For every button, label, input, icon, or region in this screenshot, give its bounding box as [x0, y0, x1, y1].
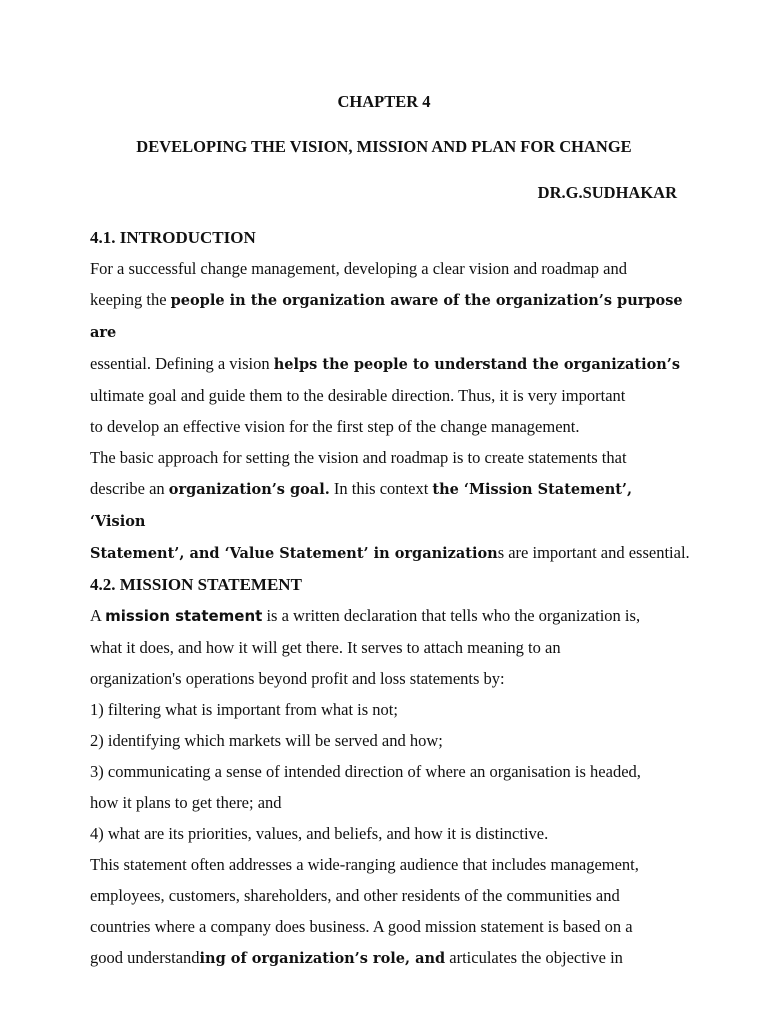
- text-run: describe an: [90, 479, 169, 498]
- paragraph-line: employees, customers, shareholders, and other residents of the communities and: [90, 886, 620, 905]
- document-body: [90, 222, 690, 974]
- bold-text-run: Statement’, and ‘Value Statement’ in organization: [90, 545, 498, 562]
- bold-text-run: people in the organization aware of the organization’s purpose are: [90, 292, 683, 341]
- bold-text-run: ing of organization’s role, and: [199, 950, 446, 967]
- text-run: articulates the objective in: [445, 948, 623, 967]
- list-item: 1) filtering what is important from what is not;: [90, 700, 398, 719]
- paragraph-line: [90, 284, 690, 348]
- paragraph-line: organization's operations beyond profit and loss statements by:: [90, 669, 505, 688]
- section-heading-mission-statement: 4.2. MISSION STATEMENT: [90, 575, 302, 594]
- text-run: keeping the: [90, 290, 171, 309]
- paragraph-line: to develop an effective vision for the first step of the change management.: [90, 417, 580, 436]
- paragraph-line: [90, 942, 690, 974]
- text-run: A: [90, 606, 106, 625]
- list-item: 2) identifying which markets will be served and how;: [90, 731, 443, 750]
- list-item: 4) what are its priorities, values, and beliefs, and how it is distinctive.: [90, 824, 549, 843]
- bold-text-run: the ‘Mission Statement’, ‘Vision: [90, 481, 633, 530]
- section-heading-introduction: 4.1. INTRODUCTION: [90, 228, 256, 247]
- chapter-title: DEVELOPING THE VISION, MISSION AND PLAN FOR CHANGE: [136, 137, 632, 156]
- text-run: s are important and essential.: [497, 543, 690, 562]
- paragraph-line: This statement often addresses a wide-ranging audience that includes management,: [90, 855, 639, 874]
- list-item: how it plans to get there; and: [90, 793, 282, 812]
- text-run: essential. Defining a vision: [90, 354, 274, 373]
- paragraph-line: [90, 600, 690, 632]
- text-run: good understand: [90, 948, 200, 967]
- paragraph-line: The basic approach for setting the vision and roadmap is to create statements that: [90, 448, 627, 467]
- bold-text-run: organization’s goal.: [168, 481, 330, 498]
- paragraph-line: [90, 348, 690, 380]
- text-run: is a written declaration that tells who the organization is,: [262, 606, 641, 625]
- paragraph-line: countries where a company does business. A good mission statement is based on a: [90, 917, 633, 936]
- text-run: In this context: [329, 479, 433, 498]
- paragraph-line: ultimate goal and guide them to the desirable direction. Thus, it is very important: [90, 386, 626, 405]
- paragraph-line: [90, 473, 690, 537]
- chapter-heading: CHAPTER 4: [337, 92, 431, 111]
- paragraph-line: [90, 537, 690, 569]
- list-item: 3) communicating a sense of intended direction of where an organisation is headed,: [90, 762, 641, 781]
- paragraph-line: For a successful change management, developing a clear vision and roadmap and: [90, 259, 627, 278]
- paragraph-line: what it does, and how it will get there. It serves to attach meaning to an: [90, 638, 561, 657]
- bold-text-run: mission statement: [105, 607, 263, 625]
- bold-text-run: helps the people to understand the organization’s: [273, 356, 681, 373]
- author-name: DR.G.SUDHAKAR: [537, 183, 677, 202]
